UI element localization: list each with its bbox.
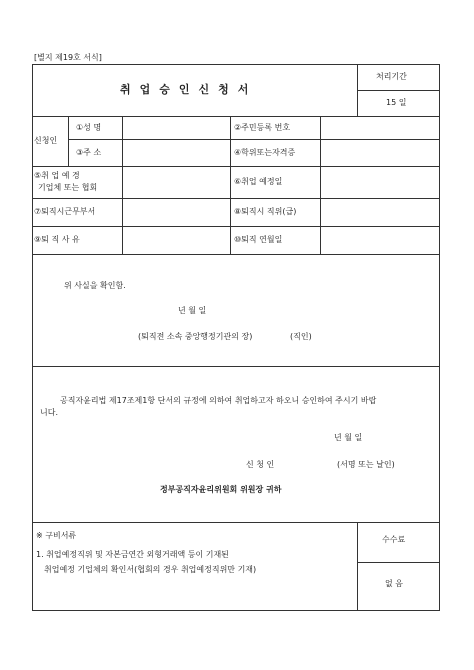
declaration-date: 년 월 일: [334, 433, 363, 442]
form-title: 취업승인신청서: [120, 83, 258, 96]
declaration-line-2: 니다.: [40, 408, 58, 417]
last-position-label: ⑧퇴직시 직위(급): [234, 207, 297, 216]
employer-label: ⑤취 업 예 경: [34, 171, 80, 180]
name-label: ①성 명: [76, 123, 102, 132]
confirm-seal: (직인): [290, 332, 312, 341]
job-start-label: ⑥취업 예정일: [234, 177, 283, 186]
resident-number-label: ②주민등록 번호: [234, 123, 291, 132]
declaration-line-1: 공직자윤리법 제17조제1항 단서의 규정에 의하여 취업하고자 하오니 승인하여 주시기 바랍: [60, 396, 377, 405]
employer-label-2: 기업체 또는 협회: [38, 183, 98, 192]
reason-label: ⑨퇴 직 사 유: [34, 235, 80, 244]
confirm-date: 년 월 일: [178, 306, 207, 315]
confirm-org: (퇴직전 소속 중앙행정기관의 장): [138, 332, 253, 341]
processing-period-value: 15 일: [386, 98, 407, 107]
fee-value: 없 음: [385, 579, 403, 588]
documents-item-1: 1. 취업예정직위 및 자본금연간 외형거래액 등이 기재된: [36, 550, 229, 559]
degree-label: ④학위또는자격증: [234, 148, 296, 157]
processing-period-label: 처리기간: [376, 72, 407, 81]
fee-label: 수수료: [382, 535, 406, 544]
documents-item-2: 취업예정 기업체의 확인서(협회의 경우 취업예정직위만 기재): [44, 565, 257, 574]
last-department-label: ⑦퇴직시근무부서: [34, 207, 96, 216]
retire-date-label: ⑩퇴직 연월일: [234, 235, 283, 244]
confirm-text: 위 사실을 확인함.: [64, 281, 126, 290]
form-number: [별지 제19호 서식]: [34, 53, 102, 62]
signature-note: (서명 또는 날인): [337, 460, 395, 469]
documents-heading: ※ 구비서류: [36, 531, 77, 540]
applicant-sign-label: 신 청 인: [246, 460, 275, 469]
recipient: 정부공직자윤리위원회 위원장 귀하: [160, 485, 282, 494]
applicant-label: 신청인: [34, 136, 58, 145]
address-label: ③주 소: [76, 148, 102, 157]
